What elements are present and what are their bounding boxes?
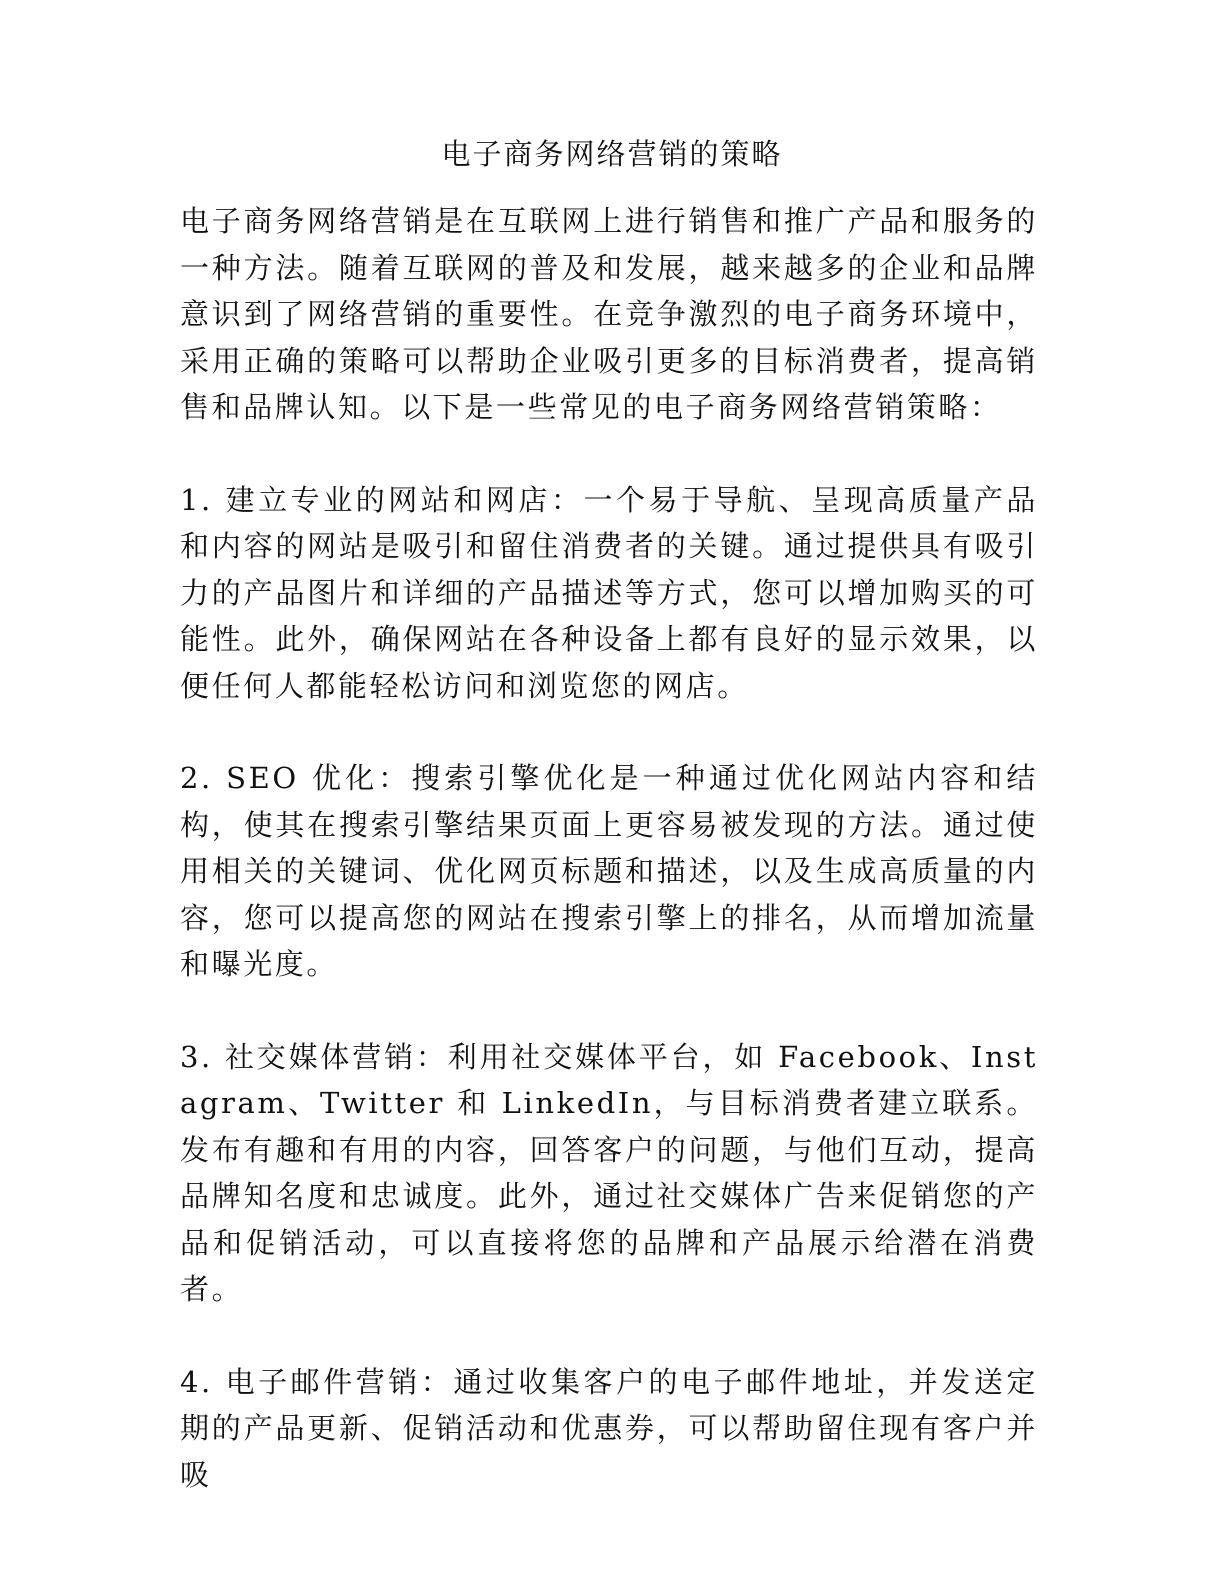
paragraph-strategy-1: 1. 建立专业的网站和网店：一个易于导航、呈现高质量产品和内容的网站是吸引和留住消费者的关键。通过提供具有吸引力的产品图片和详细的产品描述等方式，您可以增加购买的可能性。此外，确保网站在各种设备上都有良好的显示效果，以便任何人都能轻松访问和浏览您的网店。: [180, 482, 1038, 703]
document-title: 电子商务网络营销的策略: [441, 137, 783, 171]
paragraph-strategy-2: 2. SEO 优化：搜索引擎优化是一种通过优化网站内容和结构，使其在搜索引擎结果页面上更容易被发现的方法。通过使用相关的关键词、优化网页标题和描述，以及生成高质量的内容，您可以提高您的网站在搜索引擎上的排名，从而增加流量和曝光度。: [180, 761, 1038, 981]
paragraph-intro: 电子商务网络营销是在互联网上进行销售和推广产品和服务的一种方法。随着互联网的普及和发展，越来越多的企业和品牌意识到了网络营销的重要性。在竞争激烈的电子商务环境中，采用正确的策略可以帮助企业吸引更多的目标消费者，提高销售和品牌认知。以下是一些常见的电子商务网络营销策略：: [180, 204, 1038, 424]
paragraph-strategy-3: 3. 社交媒体营销：利用社交媒体平台，如 Facebook、Instagram、Twitter 和 LinkedIn，与目标消费者建立联系。发布有趣和有用的内容，回答客户的问题，与他们互动，提高品牌知名度和忠诚度。此外，通过社交媒体广告来促销您的产品和促销活动，可以直接将您的品牌和产品展示给潜在消费者。: [180, 1039, 1038, 1306]
document-body: [180, 198, 1038, 1498]
paragraph-strategy-4: 4. 电子邮件营销：通过收集客户的电子邮件地址，并发送定期的产品更新、促销活动和优惠券，可以帮助留住现有客户并吸: [180, 1364, 1038, 1492]
